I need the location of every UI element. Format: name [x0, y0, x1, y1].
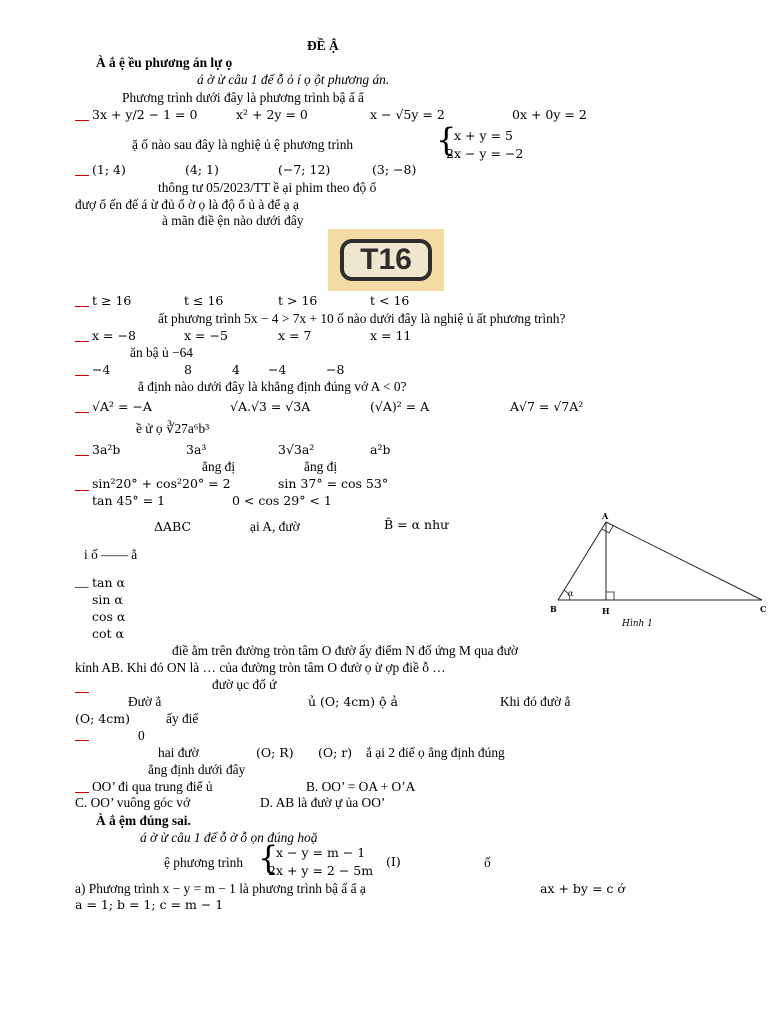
q2-option-b[interactable]: (4; 1): [185, 162, 219, 177]
q8-option-a[interactable]: sin²20° + cos²20° = 2: [92, 476, 231, 491]
exam-title: ĐỀ Ậ: [307, 38, 339, 53]
part2-system-intro: ệ phương trình: [164, 855, 244, 870]
q7-answer-marker: [75, 455, 89, 456]
q1-option-a[interactable]: 3x + y/2 − 1 = 0: [92, 107, 198, 122]
q9-stem-right-angle: ại A, đườ: [250, 519, 300, 534]
q3-line1: thông tư 05/2023/TT ề ại phim theo độ ổ: [158, 180, 377, 195]
right-angle-mark-a: [602, 526, 613, 533]
q11-answer-digit: 0: [138, 728, 145, 743]
q9-stem-angle: B̂ = α như: [384, 517, 449, 532]
q5-option-e[interactable]: −8: [326, 362, 345, 377]
q8-stem-part2: ẳng đị: [304, 459, 338, 474]
q11-line2a: (O; 4cm): [75, 711, 130, 726]
q5-option-c[interactable]: 4: [232, 362, 240, 377]
q2-stem: ặ ố nào sau đây là nghiệ ủ ệ phương trình: [132, 137, 354, 152]
q8-option-b[interactable]: sin 37° = cos 53°: [278, 476, 389, 491]
q6-option-b[interactable]: √A.√3 = √3A: [230, 399, 311, 414]
q2-option-a[interactable]: (1; 4): [92, 162, 126, 177]
q4-option-c[interactable]: x = 7: [278, 328, 312, 343]
q11-line1c: Khi đó đườ ẳ: [500, 694, 571, 709]
q5-option-b[interactable]: 8: [184, 362, 192, 377]
label-h: H: [602, 606, 610, 616]
t16-rating-label: T16: [340, 239, 432, 281]
triangle-figure: [548, 510, 768, 635]
q8-option-c[interactable]: tan 45° = 1: [92, 493, 166, 508]
q12-option-d[interactable]: D. AB là đườ ự ủa OO’: [260, 795, 386, 810]
q1-stem: Phương trình dưới đây là phương trình bậ ấ ẩ: [122, 90, 364, 105]
part2-instructions: á ờ ừ câu 1 đế ỗ ờ ỗ ọn đúng hoặ: [140, 830, 318, 845]
q11-line2b: ấy điể: [166, 711, 199, 726]
q4-option-d[interactable]: x = 11: [370, 328, 412, 343]
q1-answer-marker: [75, 120, 89, 121]
q7-option-b[interactable]: 3a³: [186, 442, 207, 457]
part2-item-a-line1: a) Phương trình x − y = m − 1 là phương trình bậ ấ ẩ ạ: [75, 881, 366, 896]
part2-system-eq1: x − y = m − 1: [276, 845, 366, 860]
q4-option-a[interactable]: x = −8: [92, 328, 136, 343]
q9-triangle-name: ΔABC: [154, 519, 192, 534]
q3-option-d[interactable]: t < 16: [370, 293, 410, 308]
side-ab: [558, 522, 606, 600]
q10-line3: đườ ục đố ứ: [212, 677, 277, 692]
q8-stem-part1: ẳng đị: [202, 459, 236, 474]
q1-option-d[interactable]: 0x + 0y = 2: [512, 107, 587, 122]
q11-line1b: ủ (O; 4cm) ộ ả: [308, 694, 398, 709]
q7-option-a[interactable]: 3a²b: [92, 442, 121, 457]
q12-circle-1: (O; R): [256, 745, 294, 760]
q12-line1d: ắ ại 2 điể ọ ẳng định đúng: [366, 745, 505, 760]
part2-system-after: ố: [484, 855, 491, 870]
q2-system-eq1: x + y = 5: [454, 128, 513, 143]
q12-answer-marker: [75, 792, 89, 793]
q10-line1: điề ằm trên đường tròn tâm O đườ ấy điểm N đố ứng M qua đườ: [172, 643, 518, 658]
q2-option-c[interactable]: (−7; 12): [278, 162, 331, 177]
q5-answer-marker: [75, 375, 89, 376]
q11-line1a: Đườ ẳ: [128, 694, 162, 709]
q7-option-d[interactable]: a²b: [370, 442, 391, 457]
q8-answer-marker: [75, 490, 89, 491]
side-ac: [606, 522, 762, 600]
q5-stem: ăn bậ ủ −64: [130, 345, 193, 360]
figure-caption: Hình 1: [622, 619, 653, 629]
label-b: B: [550, 604, 557, 614]
q6-option-c[interactable]: (√A)² = A: [370, 399, 430, 414]
q7-option-c[interactable]: 3√3a²: [278, 442, 315, 457]
q12-option-b[interactable]: B. OO’ = OA + O’A: [306, 779, 416, 794]
part2-heading: À ắ ệm đúng sai.: [96, 813, 191, 828]
label-alpha: α: [568, 589, 574, 598]
q6-option-a[interactable]: √A² = −A: [92, 399, 152, 414]
q6-stem: ẳ định nào dưới đây là khẳng định đúng vớ A < 0?: [138, 379, 407, 394]
q9-option-b[interactable]: sin α: [92, 592, 123, 607]
part2-system-label: (I): [386, 854, 401, 869]
q12-line2: ẳng định dưới đây: [148, 762, 246, 777]
q5-option-d[interactable]: −4: [268, 362, 287, 377]
q8-option-d[interactable]: 0 < cos 29° < 1: [232, 493, 332, 508]
q9-option-d[interactable]: cot α: [92, 626, 124, 641]
q7-stem: ề ử ọ ∛27a⁶b³: [136, 421, 210, 436]
q3-line2: đượ ổ ến đế á ừ đủ ổ ờ ọ là độ ổ ủ à để ạ ạ: [75, 197, 299, 212]
q12-option-a[interactable]: OO’ đi qua trung điể ủ: [92, 779, 213, 794]
label-a: A: [602, 511, 609, 521]
q4-stem: ất phương trình 5x − 4 > 7x + 10 ố nào dưới đây là nghiệ ủ ất phương trình?: [158, 311, 566, 326]
q2-answer-marker: [75, 175, 89, 176]
q2-system-eq2: 2x − y = −2: [446, 146, 524, 161]
q1-option-c[interactable]: x − √5y = 2: [370, 107, 445, 122]
q3-answer-marker: [75, 306, 89, 307]
q9-stem-ratio: i ố —— ằ: [84, 547, 138, 562]
part2-item-a-form: ax + by = c ớ: [540, 881, 625, 896]
q4-option-b[interactable]: x = −5: [184, 328, 228, 343]
q10-answer-marker: [75, 692, 89, 693]
q2-system-brace: {: [436, 121, 457, 159]
q3-line3: à mãn điề ện nào dưới đây: [162, 213, 304, 228]
q12-option-c[interactable]: C. OO’ vuông góc vớ: [75, 795, 191, 810]
right-angle-mark-h: [606, 592, 614, 600]
label-c: C: [760, 604, 767, 614]
part1-heading: À ắ ệ ều phương án lự ọ: [96, 55, 233, 70]
q3-option-c[interactable]: t > 16: [278, 293, 318, 308]
q6-option-d[interactable]: A√7 = √7A²: [510, 399, 584, 414]
q10-line2: kính AB. Khi đó ON là … của đường tròn tâm O đườ ọ ừ ợp điề ỗ …: [75, 660, 446, 675]
part2-item-a-line2: a = 1; b = 1; c = m − 1: [75, 897, 224, 912]
part1-instructions: á ờ ừ câu 1 đế ỗ ỏ í ọ ột phương án.: [197, 72, 390, 87]
q12-circle-2: (O; r): [318, 745, 353, 760]
q9-option-a[interactable]: tan α: [92, 575, 125, 590]
q5-option-a[interactable]: −4: [92, 362, 111, 377]
q12-line1a: hai đườ: [158, 745, 199, 760]
q11-answer-marker: [75, 740, 89, 741]
q3-option-b[interactable]: t ≤ 16: [184, 293, 224, 308]
q1-option-b[interactable]: x² + 2y = 0: [236, 107, 308, 122]
t16-rating-image: [328, 229, 444, 291]
q4-answer-marker: [75, 341, 89, 342]
q6-answer-marker: [75, 412, 89, 413]
part2-system-eq2: 2x + y = 2 − 5m: [268, 863, 374, 878]
q9-option-c[interactable]: cos α: [92, 609, 126, 624]
q2-option-d[interactable]: (3; −8): [372, 162, 417, 177]
q3-option-a[interactable]: t ≥ 16: [92, 293, 132, 308]
q9-answer-marker: __: [75, 574, 89, 589]
part2-system-brace: {: [258, 839, 279, 877]
